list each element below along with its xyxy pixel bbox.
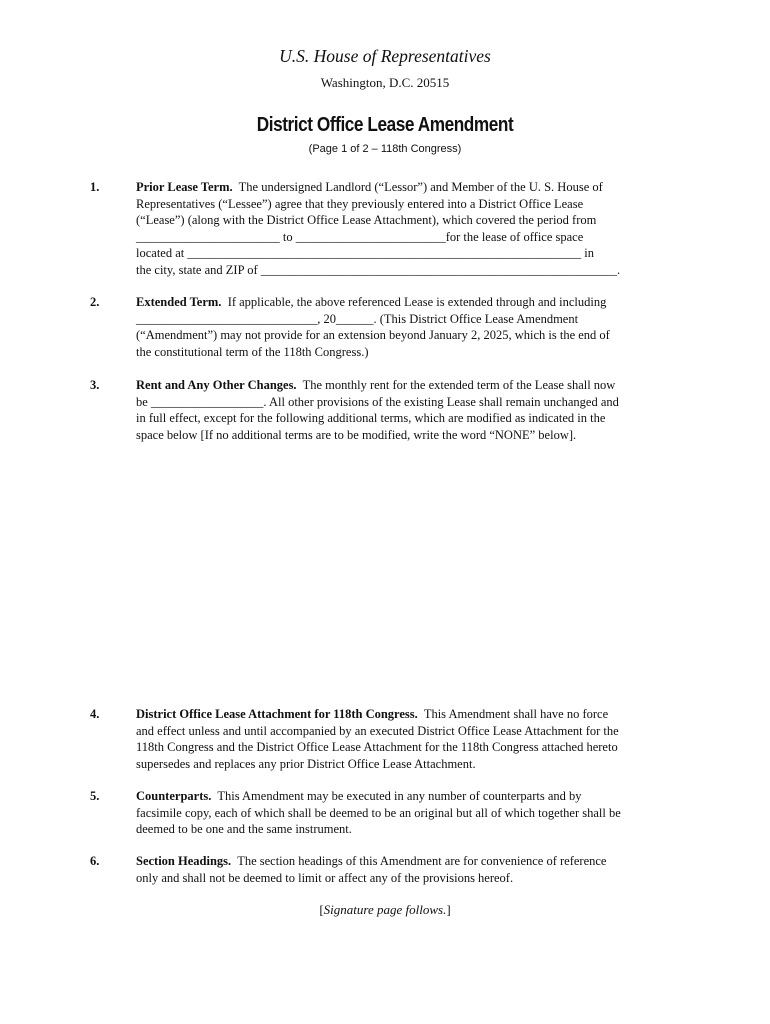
- section-line: 118th Congress and the District Office Lease Attachment for the 118th Congress attached hereto: [136, 740, 618, 755]
- section-number: 4.: [90, 707, 100, 721]
- extension-date-blank[interactable]: _____________________________, 20______. (This District Office Lease Amendment: [136, 311, 579, 326]
- section-line: facsimile copy, each of which shall be deemed to be an original but all of which together shall be: [136, 805, 621, 820]
- section-line: supersedes and replaces any prior District Office Lease Attachment.: [136, 756, 476, 771]
- section-line: This Amendment may be executed in any number of counterparts and by: [217, 789, 582, 803]
- organization-name: U.S. House of Representatives: [279, 46, 491, 66]
- signature-note-text: Signature page follows.: [323, 902, 447, 917]
- section-line: If applicable, the above referenced Lease is extended through and including: [227, 295, 607, 309]
- section-body: [136, 853, 681, 886]
- section-number: 2.: [90, 295, 100, 309]
- section-line: The undersigned Landlord (“Lessor”) and Member of the U. S. House of: [238, 180, 603, 194]
- section-body: [136, 788, 681, 838]
- section-line: space below [If no additional terms are to be modified, write the word “NONE” below].: [136, 427, 577, 442]
- section-line: The section headings of this Amendment are for convenience of reference: [237, 854, 607, 868]
- section-line: This Amendment shall have no force: [423, 707, 609, 721]
- section-line: The monthly rent for the extended term of the Lease shall now: [302, 378, 616, 392]
- section-line: and effect unless and until accompanied by an executed District Office Lease Attachment for the: [136, 723, 619, 738]
- organization-address: Washington, D.C. 20515: [320, 75, 450, 90]
- lease-period-blanks[interactable]: _______________________ to ________________________for the lease of office space: [136, 229, 584, 244]
- section-number: 1.: [90, 180, 100, 194]
- section-body: [136, 706, 681, 772]
- location-blank[interactable]: located at _______________________________________________________________ in: [136, 246, 594, 261]
- monthly-rent-blank[interactable]: be __________________. All other provisions of the existing Lease shall remain unchanged and: [136, 394, 619, 409]
- section-heading: Extended Term.: [136, 295, 222, 309]
- section-heading: Rent and Any Other Changes.: [136, 378, 297, 392]
- section-line: in full effect, except for the following additional terms, which are modified as indicated in the: [136, 411, 606, 426]
- signature-page-note: [0, 902, 770, 918]
- section-body: [136, 377, 681, 443]
- section-body: [136, 294, 681, 360]
- section-line: only and shall not be deemed to limit or affect any of the provisions hereof.: [136, 870, 514, 885]
- section-line: (“Lease”) (along with the District Office Lease Attachment), which covered the period from: [136, 213, 597, 228]
- section-heading: Section Headings.: [136, 854, 232, 868]
- open-bracket: [: [319, 902, 324, 917]
- section-heading: District Office Lease Attachment for 118th Congress.: [136, 707, 418, 721]
- city-state-zip-blank[interactable]: the city, state and ZIP of _________________________________________________________.: [136, 262, 621, 277]
- section-line: (“Amendment”) may not provide for an extension beyond January 2, 2025, which is the end of: [136, 328, 610, 343]
- section-number: 3.: [90, 378, 100, 392]
- section-number: 5.: [90, 789, 100, 803]
- section-line: Representatives (“Lessee”) agree that they previously entered into a District Office Lease: [136, 196, 584, 211]
- section-heading: Prior Lease Term.: [136, 180, 233, 194]
- section-line: the constitutional term of the 118th Congress.): [136, 344, 369, 359]
- section-body: [136, 179, 681, 279]
- document-subtitle: (Page 1 of 2 – 118th Congress): [308, 143, 462, 155]
- document-title: District Office Lease Amendment: [256, 114, 514, 136]
- section-line: deemed to be one and the same instrument.: [136, 822, 352, 837]
- close-bracket: ]: [446, 902, 451, 917]
- section-number: 6.: [90, 854, 100, 868]
- section-heading: Counterparts.: [136, 789, 212, 803]
